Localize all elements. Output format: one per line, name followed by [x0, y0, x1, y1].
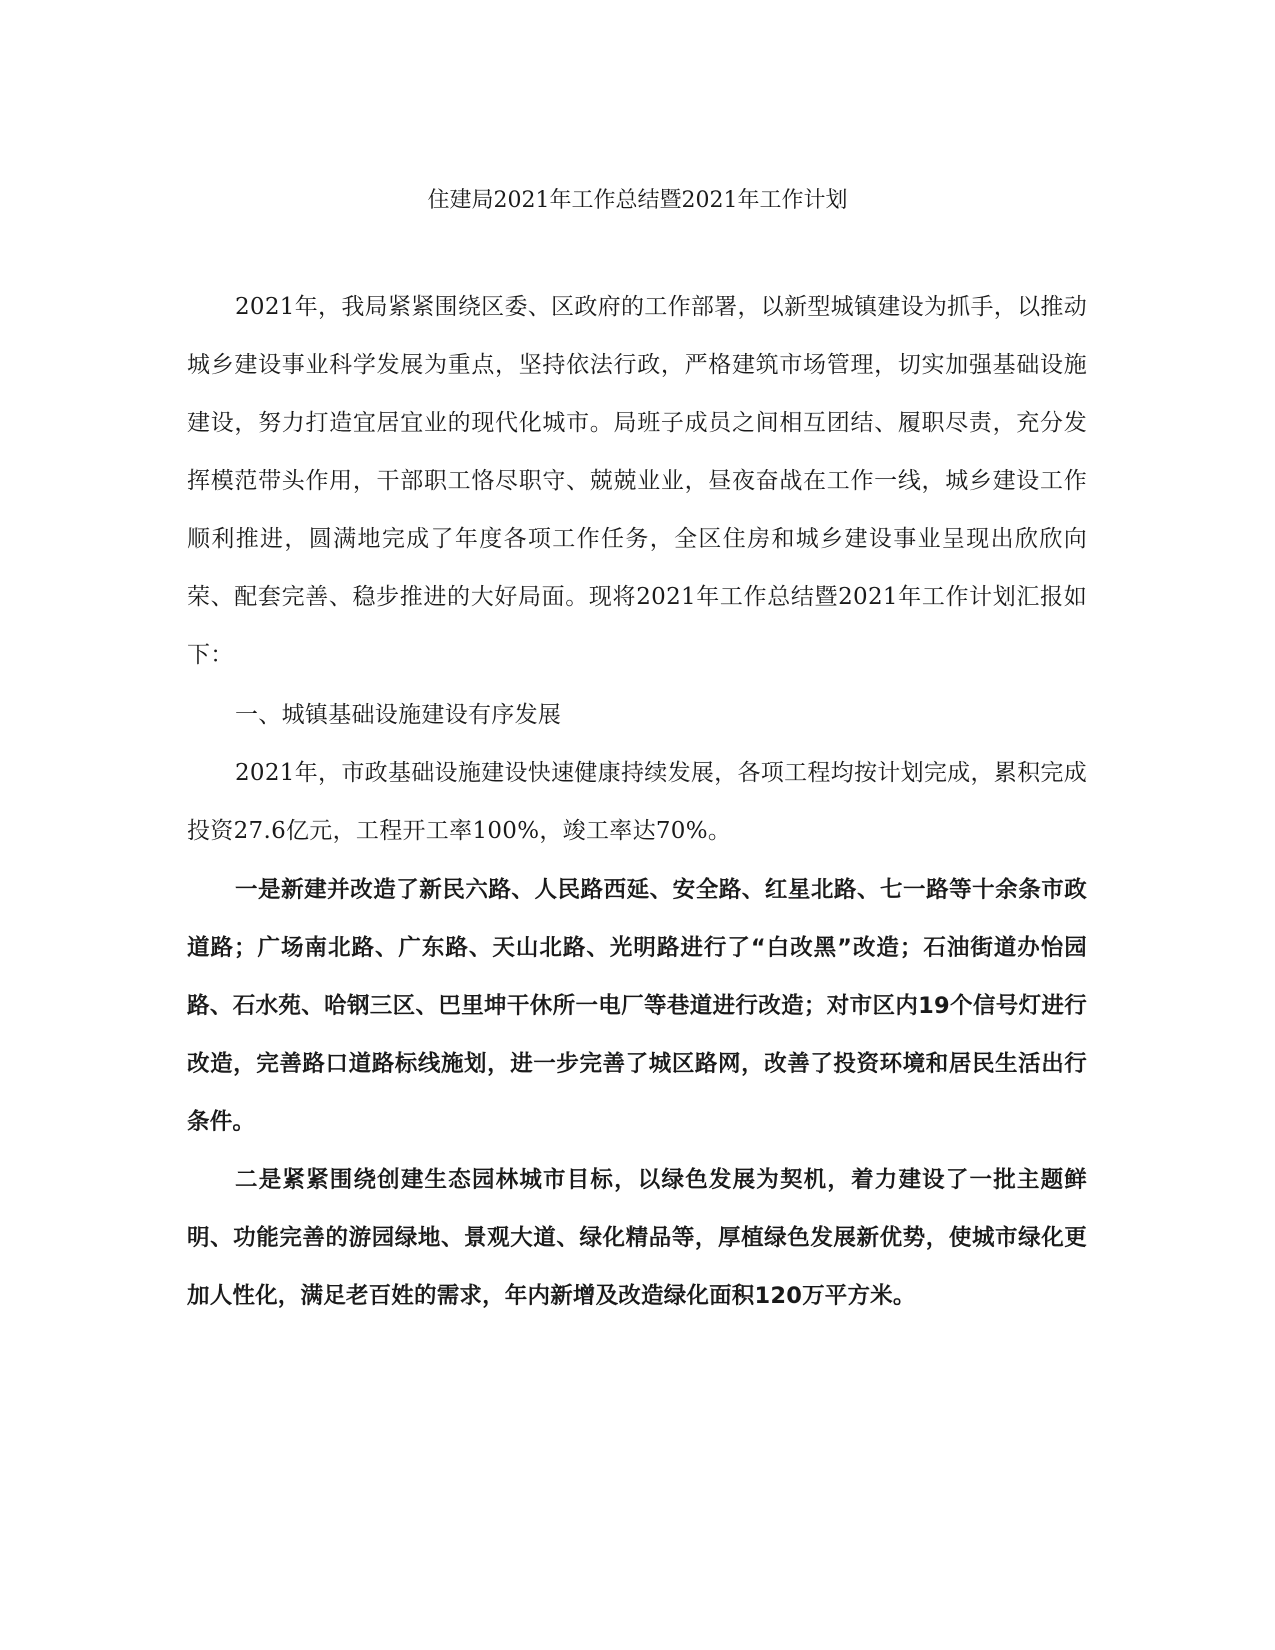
section-1-paragraph: 2021年，市政基础设施建设快速健康持续发展，各项工程均按计划完成，累积完成投资27.6亿元，工程开工率100%，竣工率达70%。	[187, 760, 1087, 844]
document-title: 住建局2021年工作总结暨2021年工作计划	[427, 188, 848, 213]
intro-paragraph: 2021年，我局紧紧围绕区委、区政府的工作部署，以新型城镇建设为抓手，以推动城乡建设事业科学发展为重点，坚持依法行政，严格建筑市场管理，切实加强基础设施建设，努力打造宜居宜业的现代化城市。局班子成员之间相互团结、履职尽责，充分发挥模范带头作用，干部职工恪尽职守、兢兢业业，昼夜奋战在工作一线，城乡建设工作顺利推进，圆满地完成了年度各项工作任务，全区住房和城乡建设事业呈现出欣欣向荣、配套完善、稳步推进的大好局面。现将2021年工作总结暨2021年工作计划汇报如下：	[187, 294, 1087, 668]
bold-paragraph-1: 一是新建并改造了新民六路、人民路西延、安全路、红星北路、七一路等十余条市政道路；广场南北路、广东路、天山北路、光明路进行了“白改黑”改造；石油街道办怡园路、石水苑、哈钢三区、巴里坤干休所一电厂等巷道进行改造；对市区内19个信号灯进行改造，完善路口道路标线施划，进一步完善了城区路网，改善了投资环境和居民生活出行条件。	[187, 876, 1087, 1135]
bold-paragraph-2: 二是紧紧围绕创建生态园林城市目标，以绿色发展为契机，着力建设了一批主题鲜明、功能完善的游园绿地、景观大道、绿化精品等，厚植绿色发展新优势，使城市绿化更加人性化，满足老百姓的需求，年内新增及改造绿化面积120万平方米。	[187, 1166, 1087, 1309]
section-heading-1: 一、城镇基础设施建设有序发展	[235, 702, 562, 728]
